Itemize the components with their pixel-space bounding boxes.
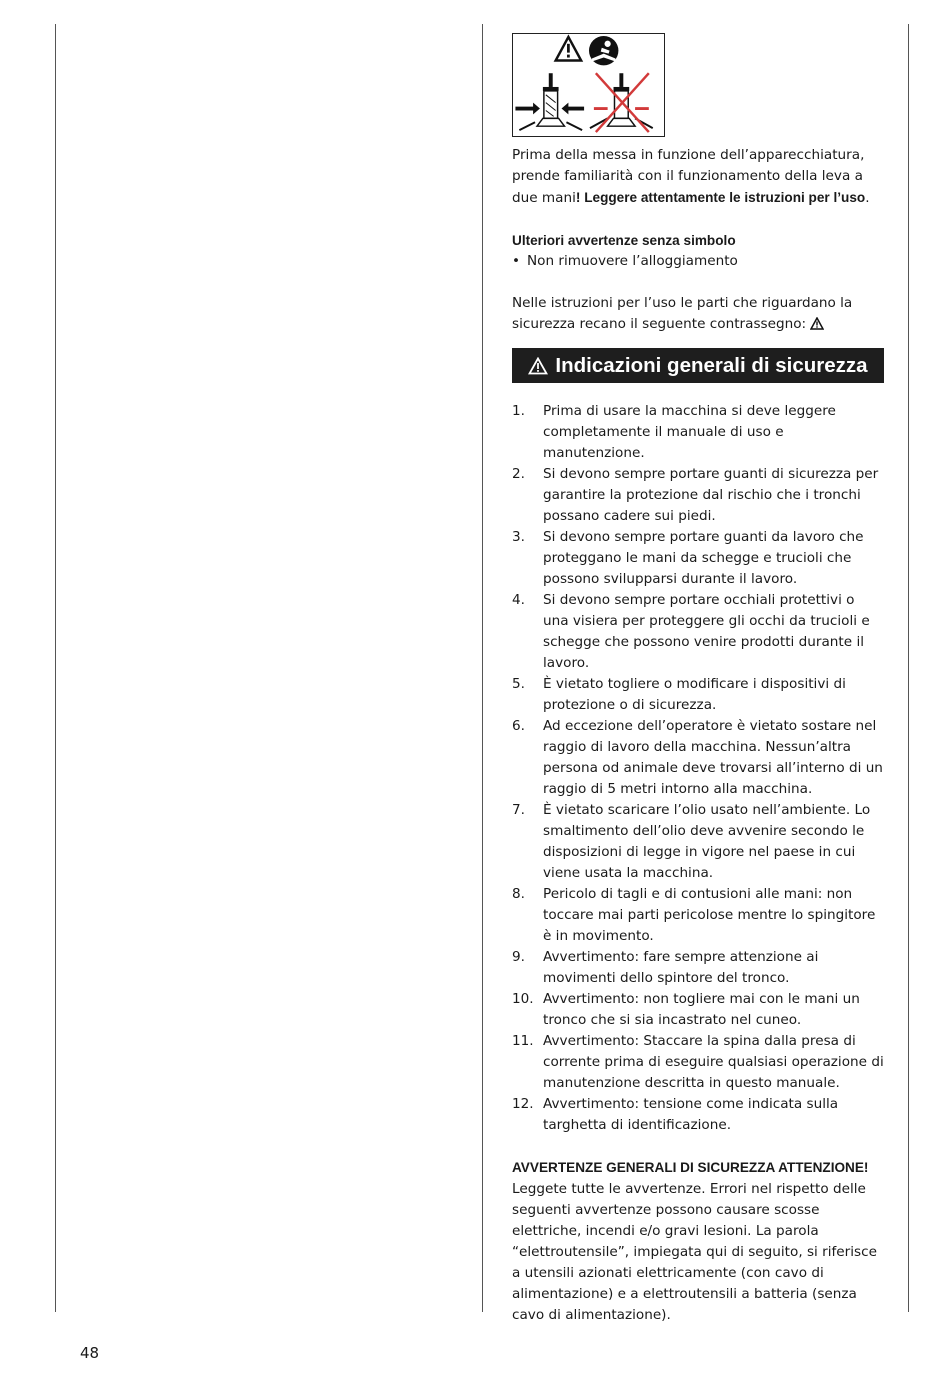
list-item-number: 4. [512,592,525,608]
intro-end: . [865,190,870,206]
list-item-number: 9. [512,949,525,965]
list-item [512,1094,884,1136]
list-item-number: 3. [512,529,525,545]
section-title: Indicazioni generali di sicurezza [555,354,868,377]
left-margin-rule [55,24,56,1312]
list-item [512,1031,884,1094]
list-item-text: È vietato scaricare l’olio usato nell’ambiente. Lo smaltimento dell’olio deve avvenire secondo le disposizioni di legge in vigore nel paese in cui viene usata la macchina. [543,802,871,881]
list-item [512,527,884,590]
list-item-text: Si devono sempre portare guanti di sicurezza per garantire la protezione dal rischio che i tronchi possano cadere sui piedi. [543,466,879,524]
further-warnings-item [512,251,884,272]
list-item [512,947,884,989]
list-item-text: Si devono sempre portare guanti da lavoro che proteggano le mani da schegge e trucioli che possono svilupparsi durante il lavoro. [543,529,864,587]
list-item [512,401,884,464]
list-item [512,464,884,527]
general-warning-text: Leggete tutte le avvertenze. Errori nel rispetto delle seguenti avvertenze possono causare scosse elettriche, incendi e/o gravi lesioni. La parola “elettroutensile”, impiegata qui di seguito, si riferisce a utensili azionati elettricamente (con cavo di alimentazione) e a elettroutensili a batteria (senza cavo di alimentazione). [512,1181,877,1323]
list-item [512,884,884,947]
list-item [512,674,884,716]
list-item-number: 1. [512,403,525,419]
warning-triangle-icon [810,317,824,330]
list-item-text: Si devono sempre portare occhiali protettivi o una visiera per proteggere gli occhi da trucioli e schegge che possono venire prodotti durante il lavoro. [543,592,870,671]
list-item-text: Pericolo di tagli e di contusioni alle mani: non toccare mai parti pericolose mentre lo spingitore è in movimento. [543,886,876,944]
intro-text: Prima della messa in funzione dell’apparecchiatura, prende familiarità con il funzionamento della leva a due mani [512,147,865,206]
list-item-number: 2. [512,466,525,482]
safety-marking-text: Nelle istruzioni per l’uso le parti che riguardano la sicurezza recano il seguente contrassegno: [512,295,853,332]
general-warning-heading: AVVERTENZE GENERALI DI SICUREZZA ATTENZIONE! [512,1160,869,1175]
list-item-number: 8. [512,886,525,902]
list-item [512,800,884,884]
intro-bold-text: ! Leggere attentamente le istruzioni per l’uso [575,190,866,205]
further-warnings-heading: Ulteriori avvertenze senza simbolo [512,233,736,248]
warning-triangle-icon [528,357,548,375]
bullet-marker: • [512,253,521,269]
intro-paragraph [512,145,884,209]
list-item-text: Avvertimento: non togliere mai con le mani un tronco che si sia incastrato nel cuneo. [543,991,860,1028]
further-warnings-item-text: Non rimuovere l’alloggiamento [527,253,738,269]
section-title-banner [512,348,884,383]
general-warning-paragraph [512,1157,884,1326]
correct-two-hand-operation-icon [515,73,584,130]
list-item-text: Ad eccezione dell’operatore è vietato sostare nel raggio di lavoro della macchina. Nessun’altra persona od animale deve trovarsi all’interno di un raggio di 5 metri intorno alla macchina. [543,718,883,797]
right-margin-rule [908,24,909,1312]
list-item-text: È vietato togliere o modificare i dispositivi di protezione o di sicurezza. [543,676,846,713]
list-item-number: 12. [512,1096,534,1112]
safety-marking-paragraph [512,293,884,335]
read-manual-icon [589,36,618,65]
list-item [512,590,884,674]
two-hand-lever-pictogram [512,33,665,137]
list-item [512,989,884,1031]
list-item-number: 6. [512,718,525,734]
list-item-number: 11. [512,1033,534,1049]
warning-triangle-icon [556,37,582,61]
right-column [512,33,884,1326]
list-item-number: 7. [512,802,525,818]
list-item-text: Avvertimento: tensione come indicata sulla targhetta di identificazione. [543,1096,839,1133]
center-column-rule [482,24,483,1312]
safety-instructions-list [512,401,884,1136]
list-item-text: Avvertimento: fare sempre attenzione ai movimenti dello spintore del tronco. [543,949,819,986]
list-item-text: Avvertimento: Staccare la spina dalla presa di corrente prima di eseguire qualsiasi operazione di manutenzione descritta in questo manuale. [543,1033,884,1091]
page-number: 48 [80,1344,100,1362]
prohibited-operation-icon [590,73,653,132]
list-item-text: Prima di usare la macchina si deve leggere completamente il manuale di uso e manutenzione. [543,403,836,461]
list-item-number: 5. [512,676,525,692]
list-item-number: 10. [512,991,534,1007]
list-item [512,716,884,800]
